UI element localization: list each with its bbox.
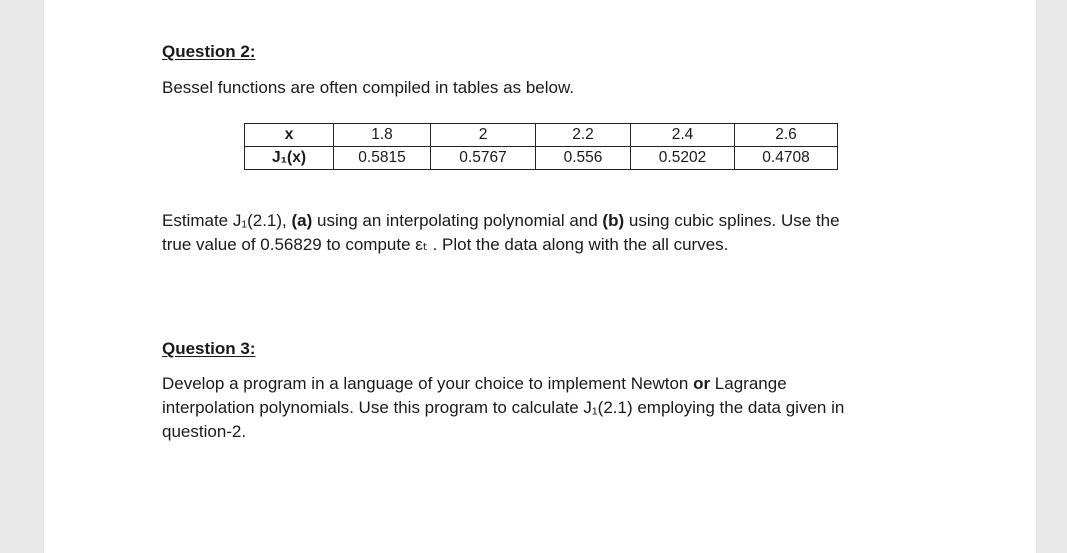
table-cell: 2.2 [536,124,631,147]
text-run: Estimate J₁(2.1), [162,211,292,230]
question-2-task-line-2: true value of 0.56829 to compute εₜ . Plot the data along with the all curves. [162,235,729,254]
table-cell: 0.556 [536,147,631,170]
table-cell: 2.4 [631,124,735,147]
row-label-x: x [245,124,334,147]
question-3-heading: Question 3: [162,339,256,358]
table-cell: 1.8 [334,124,431,147]
table-row-j1 [245,147,838,170]
table-row-x [245,124,838,147]
text-run: Develop a program in a language of your choice to implement Newton [162,374,694,393]
text-run: using cubic splines. Use the [624,211,840,230]
text-run: using an interpolating polynomial and [312,211,603,230]
text-run: Lagrange [710,374,787,393]
part-b-label: (b) [602,211,625,230]
bessel-table [244,123,838,170]
question-3-line-3: question-2. [162,422,247,441]
table-cell: 2 [431,124,536,147]
part-a-label: (a) [291,211,313,230]
question-2-task-line-1 [162,209,840,233]
table-cell: 0.5767 [431,147,536,170]
table-cell: 2.6 [735,124,838,147]
question-3-line-2: interpolation polynomials. Use this program to calculate J₁(2.1) employing the data given in [162,398,845,417]
row-label-j1: J₁(x) [245,147,334,170]
table-cell: 0.4708 [735,147,838,170]
question-2-intro: Bessel functions are often compiled in tables as below. [162,78,575,97]
or-emphasis: or [693,374,711,393]
table-cell: 0.5815 [334,147,431,170]
document-page [44,0,1036,553]
question-2-heading: Question 2: [162,42,256,61]
table-cell: 0.5202 [631,147,735,170]
question-3-line-1 [162,372,787,396]
